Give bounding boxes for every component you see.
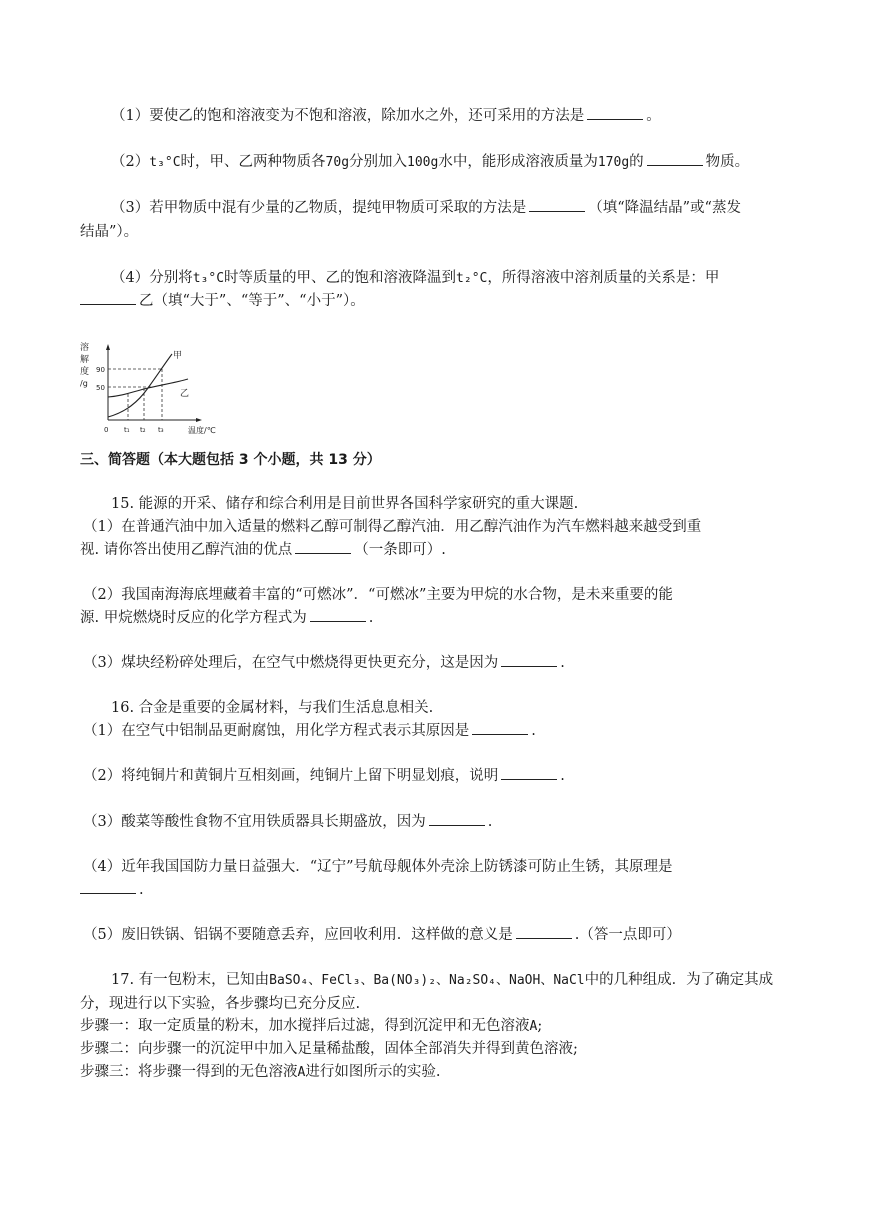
q16-part3: （3）酸菜等酸性食物不宜用铁质器具长期盛放，因为 . — [83, 814, 493, 830]
answer-blank[interactable] — [80, 292, 136, 305]
series-label-yi: 乙 — [180, 389, 190, 399]
answer-blank[interactable] — [472, 722, 528, 735]
y-tick-label: 50 — [96, 384, 105, 392]
answer-blank[interactable] — [310, 609, 366, 622]
answer-blank[interactable] — [501, 767, 557, 780]
section-heading: 三、简答题（本大题包括 3 个小题，共 13 分） — [80, 452, 381, 468]
answer-blank[interactable] — [429, 813, 485, 826]
q15-part3: （3）煤块经粉碎处理后，在空气中燃烧得更快更充分，这是因为 . — [83, 655, 565, 671]
y-axis-arrow — [106, 344, 110, 350]
q16-part5: （5）废旧铁锅、铝锅不要随意丢弃，应回收利用．这样做的意义是 .（答一点即可） — [83, 927, 681, 943]
y-axis-label — [80, 341, 89, 388]
q17-stem: 17. 有一包粉末，已知由BaSO₄、FeCl₃、Ba(NO₃)₂、Na₂SO₄、NaOH、NaCl中的几种组成．为了确定其成 — [111, 972, 774, 988]
solubility-chart — [76, 340, 236, 438]
x-tick-label: t₂ — [140, 426, 146, 434]
series-yi-curve — [108, 379, 188, 397]
q14-part4: （4）分别将t₃°C时等质量的甲、乙的饱和溶液降温到t₂°C，所得溶液中溶剂质量的关系是：甲 — [111, 270, 720, 286]
q15-part2-cont: 源. 甲烷燃烧时反应的化学方程式为 . — [80, 610, 374, 626]
q14-part2: （2）t₃°C时，甲、乙两种物质各70g分别加入100g水中，能形成溶液质量为170g的 物质。 — [111, 154, 750, 170]
q16-stem: 16. 合金是重要的金属材料，与我们生活息息相关. — [111, 700, 434, 716]
guide-lines — [108, 369, 162, 420]
answer-blank[interactable] — [295, 541, 351, 554]
chemical-formulas: BaSO₄、FeCl₃、Ba(NO₃)₂、Na₂SO₄、NaOH、NaCl — [269, 973, 585, 988]
answer-blank[interactable] — [501, 654, 557, 667]
y-tick-label: 90 — [96, 366, 105, 374]
origin-label: 0 — [104, 426, 109, 434]
answer-blank[interactable] — [80, 881, 136, 894]
q16-part2: （2）将纯铜片和黄铜片互相刻画，纯铜片上留下明显划痕，说明 . — [83, 768, 565, 784]
q16-part4: （4）近年我国国防力量日益强大．“辽宁”号航母舰体外壳涂上防锈漆可防止生锈，其原理是 — [83, 859, 673, 875]
x-axis-label: 温度/℃ — [188, 426, 216, 435]
q15-stem: 15. 能源的开采、储存和综合利用是目前世界各国科学家研究的重大课题. — [111, 496, 579, 512]
q14-part3-cont: 结晶”）。 — [80, 224, 139, 240]
chart-axes — [106, 344, 202, 422]
y-label-char: /g — [80, 379, 88, 388]
q16-part1: （1）在空气中铝制品更耐腐蚀，用化学方程式表示其原因是 . — [83, 723, 536, 739]
answer-blank[interactable] — [647, 153, 703, 166]
x-tick-label: t₃ — [158, 426, 164, 434]
series-label-jia: 甲 — [173, 351, 183, 361]
q16-part4-cont: . — [80, 880, 144, 900]
q14-part4-cont: 乙（填“大于”、“等于”、“小于”）。 — [80, 291, 365, 311]
q14-part3: （3）若甲物质中混有少量的乙物质，提纯甲物质可采取的方法是 （填“降温结晶”或“蒸发 — [111, 200, 741, 216]
q15-part1: （1）在普通汽油中加入适量的燃料乙醇可制得乙醇汽油．用乙醇汽油作为汽车燃料越来越受到重 — [83, 519, 702, 535]
answer-blank[interactable] — [529, 199, 585, 212]
q15-part2: （2）我国南海海底埋藏着丰富的“可燃冰”．“可燃冰”主要为甲烷的水合物，是未来重要的能 — [83, 587, 673, 603]
q14-part1: （1）要使乙的饱和溶液变为不饱和溶液，除加水之外，还可采用的方法是 。 — [111, 108, 661, 124]
y-label-char: 溶 — [80, 343, 90, 353]
y-label-char: 度 — [80, 367, 90, 377]
q15-part1-cont: 视. 请你答出使用乙醇汽油的优点 （一条即可）. — [80, 542, 446, 558]
answer-blank[interactable] — [587, 107, 643, 120]
y-label-char: 解 — [80, 355, 90, 365]
x-axis-arrow — [196, 418, 202, 422]
q17-step1: 步骤一：取一定质量的粉末，加水搅拌后过滤，得到沉淀甲和无色溶液A; — [80, 1018, 543, 1034]
q17-step2: 步骤二：向步骤一的沉淀甲中加入足量稀盐酸，固体全部消失并得到黄色溶液; — [80, 1041, 578, 1057]
q17-stem-cont: 分，现进行以下实验，各步骤均已充分反应. — [80, 996, 361, 1012]
q17-step3: 步骤三：将步骤一得到的无色溶液A进行如图所示的实验. — [80, 1064, 441, 1080]
answer-blank[interactable] — [516, 926, 572, 939]
x-tick-label: t₁ — [124, 426, 130, 434]
